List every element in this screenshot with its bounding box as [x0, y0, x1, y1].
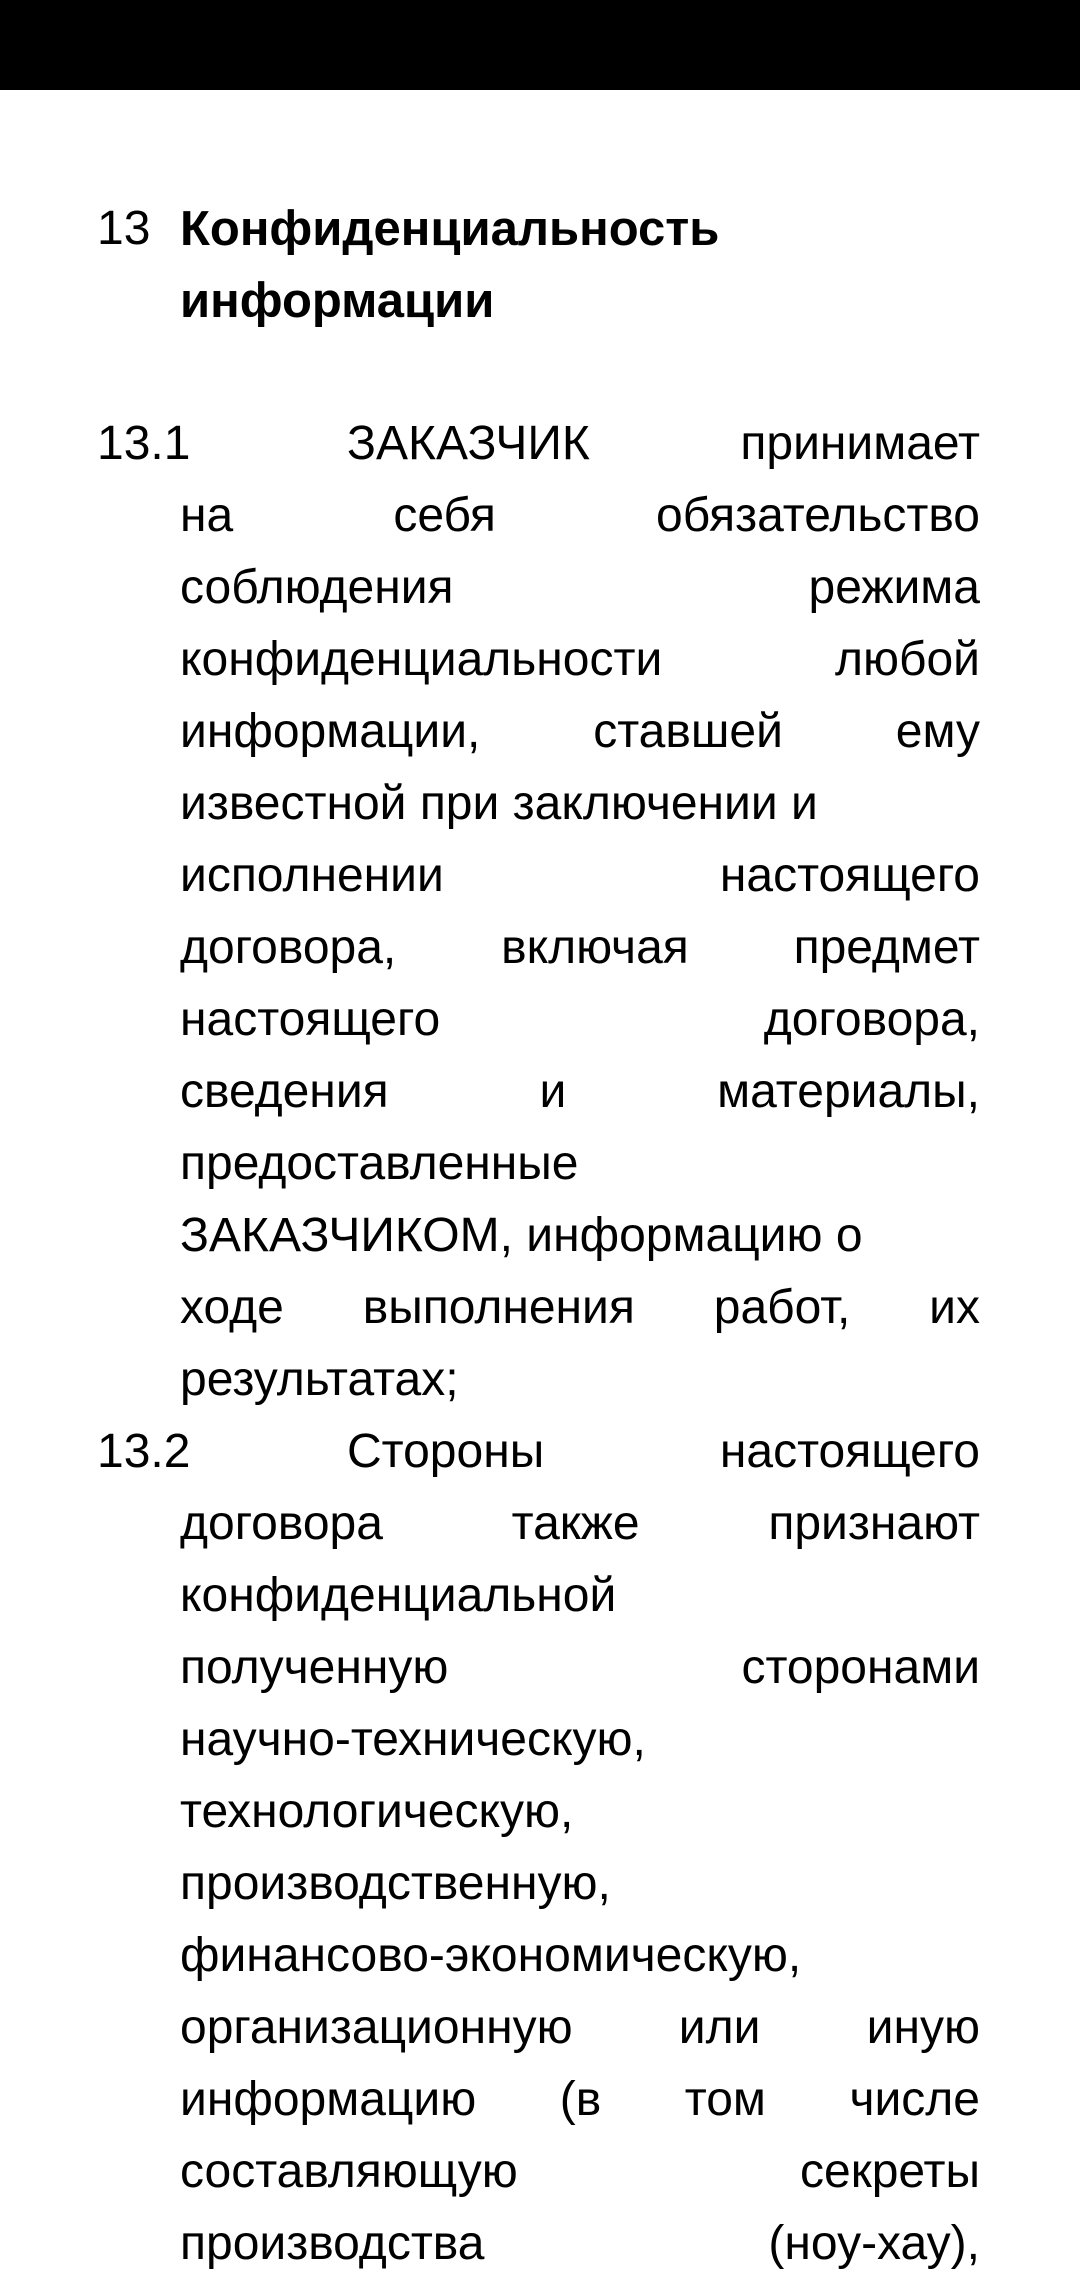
word: ставшей [593, 705, 783, 758]
word: известной при заключении и [180, 777, 818, 830]
text-line [180, 1200, 980, 1272]
word: сторонами [741, 1641, 980, 1694]
word: исполнении [180, 849, 444, 902]
word: (ноу-хау), [768, 2217, 980, 2270]
word: числе [849, 2073, 980, 2126]
word: любой [834, 633, 980, 686]
text-line [180, 768, 980, 840]
text-line [180, 480, 980, 552]
word: режима [808, 561, 980, 614]
text-line [180, 1128, 980, 1200]
word: ходе [180, 1281, 284, 1334]
word: секреты [800, 2145, 980, 2198]
word: организационную [180, 2001, 573, 2054]
word: выполнения [362, 1281, 635, 1334]
section-title-line: Конфиденциальность [180, 202, 720, 256]
word: Стороны [347, 1425, 545, 1478]
text-line [347, 408, 980, 480]
text-line [180, 2064, 980, 2136]
word: иную [866, 2001, 980, 2054]
text-line [180, 1920, 980, 1992]
text-line [180, 1992, 980, 2064]
word: или [678, 2001, 761, 2054]
word: настоящего [719, 849, 980, 902]
word: конфиденциальной [180, 1569, 617, 1622]
section-title [180, 193, 980, 337]
word: материалы, [717, 1065, 980, 1118]
clause-number: 13.2 [97, 1425, 191, 1478]
word: предмет [793, 921, 980, 974]
word: себя [393, 489, 496, 542]
clause-13-1 [180, 408, 980, 1416]
word: соблюдения [180, 561, 454, 614]
word: признают [768, 1497, 980, 1550]
text-line [180, 1632, 980, 1704]
word: информацию [180, 2073, 477, 2126]
text-line [180, 1848, 980, 1920]
section-title-line: информации [180, 274, 495, 328]
text-line [180, 696, 980, 768]
word: том [684, 2073, 766, 2126]
word: полученную [180, 1641, 449, 1694]
word: ЗАКАЗЧИК [347, 417, 590, 470]
word: также [511, 1497, 640, 1550]
word: договора [180, 1497, 383, 1550]
text-line [180, 1344, 980, 1416]
text-line [180, 984, 980, 1056]
word: договора, [180, 921, 397, 974]
text-line [180, 624, 980, 696]
word: на [180, 489, 234, 542]
text-line [180, 1056, 980, 1128]
text-line [180, 1272, 980, 1344]
word: включая [501, 921, 689, 974]
text-line [180, 2136, 980, 2208]
word: принимает [740, 417, 980, 470]
word: обязательство [656, 489, 980, 542]
word: ему [895, 705, 980, 758]
word: работ, [713, 1281, 851, 1334]
text-line [180, 1488, 980, 1560]
word: научно-техническую, [180, 1713, 646, 1766]
text-line [180, 912, 980, 984]
text-line [180, 1776, 980, 1848]
word: ЗАКАЗЧИКОМ, информацию о [180, 1209, 863, 1262]
word: результатах; [180, 1353, 459, 1406]
word: предоставленные [180, 1137, 579, 1190]
word: и [539, 1065, 567, 1118]
text-line [180, 1704, 980, 1776]
word: сведения [180, 1065, 389, 1118]
word: составляющую [180, 2145, 518, 2198]
text-line [180, 552, 980, 624]
clause-13-2 [180, 1416, 980, 2280]
word: настоящего [180, 993, 441, 1046]
text-line [180, 840, 980, 912]
word: договора, [763, 993, 980, 1046]
word: финансово-экономическую, [180, 1929, 802, 1982]
word: производства [180, 2217, 485, 2270]
text-line [180, 1560, 980, 1632]
word: настоящего [719, 1425, 980, 1478]
text-line [180, 2208, 980, 2280]
word: конфиденциальности [180, 633, 663, 686]
word: технологическую, [180, 1785, 574, 1838]
word: (в [559, 2073, 602, 2126]
word: информации, [180, 705, 481, 758]
word: производственную, [180, 1857, 611, 1910]
section-number: 13 [97, 202, 151, 255]
text-line [347, 1416, 980, 1488]
word: их [929, 1281, 980, 1334]
clause-number: 13.1 [97, 417, 191, 470]
